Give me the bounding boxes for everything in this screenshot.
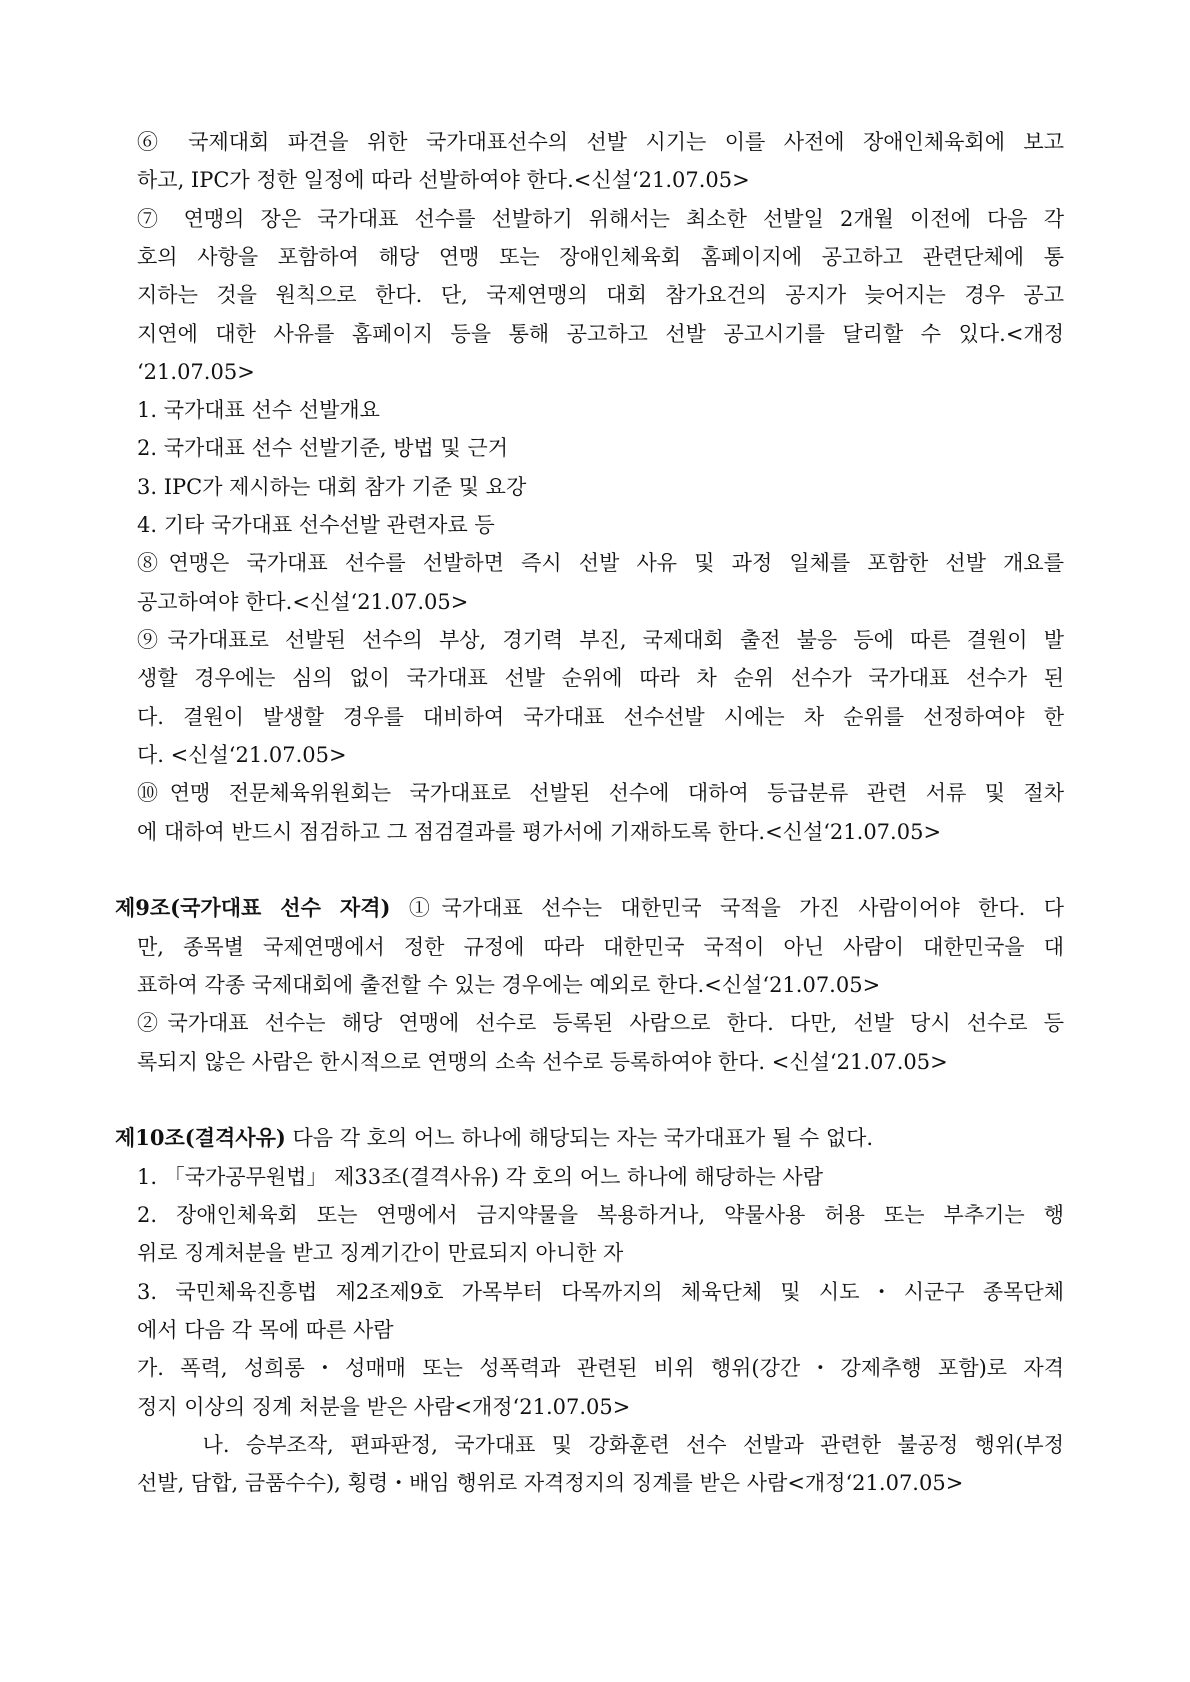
paragraph-line: 하고, IPC가 정한 일정에 따라 선발하여야 한다.<신설‘21.07.05>: [137, 168, 750, 192]
paragraph-line: 생할 경우에는 심의 없이 국가대표 선발 순위에 따라 차 순위 선수가 국가대표 선수가 된: [137, 666, 1064, 690]
list-item: 나. 승부조작, 편파판정, 국가대표 및 강화훈련 선수 선발과 관련한 불공정 행위(부정: [137, 1433, 1064, 1457]
list-item: 2. 장애인체육회 또는 연맹에서 금지약물을 복용하거나, 약물사용 허용 또는 부추기는 행: [137, 1203, 1064, 1227]
paragraph-line: 에 대하여 반드시 점검하고 그 점검결과를 평가서에 기재하도록 한다.<신설‘21.07.05>: [137, 820, 942, 844]
paragraph-line: ⑨국가대표로 선발된 선수의 부상, 경기력 부진, 국제대회 출전 불응 등에 따른 결원이 발: [137, 628, 1064, 652]
paragraph-line: 공고하여야 한다.<신설‘21.07.05>: [137, 590, 469, 614]
paragraph-line: 위로 징계처분을 받고 징계기간이 만료되지 아니한 자: [137, 1241, 624, 1265]
article-10-heading: 제10조(결격사유): [115, 1125, 286, 1150]
paragraph-line: 정지 이상의 징계 처분을 받은 사람<개정‘21.07.05>: [137, 1395, 631, 1419]
list-item: 가. 폭력, 성희롱・성매매 또는 성폭력과 관련된 비위 행위(강간・강제추행 포함)로 자격: [137, 1356, 1064, 1380]
paragraph-line: 다. <신설‘21.07.05>: [137, 743, 347, 767]
paragraph-line: ⑥ 국제대회 파견을 위한 국가대표선수의 선발 시기는 이를 사전에 장애인체육회에 보고: [137, 130, 1064, 154]
list-item: 2. 국가대표 선수 선발기준, 방법 및 근거: [137, 436, 509, 460]
paragraph-line: ⑦ 연맹의 장은 국가대표 선수를 선발하기 위해서는 최소한 선발일 2개월 이전에 다음 각: [137, 207, 1064, 231]
paragraph-line: ⑧연맹은 국가대표 선수를 선발하면 즉시 선발 사유 및 과정 일체를 포함한 선발 개요를: [137, 551, 1064, 575]
list-item: 4. 기타 국가대표 선수선발 관련자료 등: [137, 513, 495, 537]
paragraph-line: 만, 종목별 국제연맹에서 정한 규정에 따라 대한민국 국적이 아닌 사람이 대한민국을 대: [137, 935, 1064, 959]
article-9-text: ①국가대표 선수는 대한민국 국적을 가진 사람이어야 한다. 다: [390, 896, 1064, 920]
list-item: 1. 국가대표 선수 선발개요: [137, 398, 380, 422]
paragraph-line: 지하는 것을 원칙으로 한다. 단, 국제연맹의 대회 참가요건의 공지가 늦어지는 경우 공고: [137, 283, 1064, 307]
list-item: 3. IPC가 제시하는 대회 참가 기준 및 요강: [137, 475, 527, 499]
article-10-first-line: [115, 1124, 873, 1152]
paragraph-line: 에서 다음 각 목에 따른 사람: [137, 1318, 394, 1342]
paragraph-line: 다. 결원이 발생할 경우를 대비하여 국가대표 선수선발 시에는 차 순위를 선정하여야 한: [137, 705, 1064, 729]
paragraph-line: 표하여 각종 국제대회에 출전할 수 있는 경우에는 예외로 한다.<신설‘21.07.05>: [137, 973, 881, 997]
paragraph-line: ‘21.07.05>: [137, 360, 255, 384]
list-item: 3. 국민체육진흥법 제2조제9호 가목부터 다목까지의 체육단체 및 시도・시군구 종목단체: [137, 1280, 1064, 1304]
paragraph-line: 지연에 대한 사유를 홈페이지 등을 통해 공고하고 선발 공고시기를 달리할 수 있다.<개정: [137, 322, 1064, 346]
paragraph-line: 선발, 담합, 금품수수), 횡령・배임 행위로 자격정지의 징계를 받은 사람<개정‘21.07.05>: [137, 1471, 964, 1495]
article-10-text: 다음 각 호의 어느 하나에 해당되는 자는 국가대표가 될 수 없다.: [285, 1126, 874, 1150]
list-item: 1. 「국가공무원법」 제33조(결격사유) 각 호의 어느 하나에 해당하는 사람: [137, 1165, 823, 1189]
paragraph-line: ②국가대표 선수는 해당 연맹에 선수로 등록된 사람으로 한다. 다만, 선발 당시 선수로 등: [137, 1011, 1064, 1035]
paragraph-line: 호의 사항을 포함하여 해당 연맹 또는 장애인체육회 홈페이지에 공고하고 관련단체에 통: [137, 245, 1064, 269]
paragraph-line: 록되지 않은 사람은 한시적으로 연맹의 소속 선수로 등록하여야 한다. <신설‘21.07.05>: [137, 1050, 948, 1074]
article-9-heading: 제9조(국가대표 선수 자격): [115, 895, 391, 920]
article-9-first-line: [115, 894, 1064, 922]
paragraph-line: ⑩연맹 전문체육위원회는 국가대표로 선발된 선수에 대하여 등급분류 관련 서류 및 절차: [137, 781, 1064, 805]
